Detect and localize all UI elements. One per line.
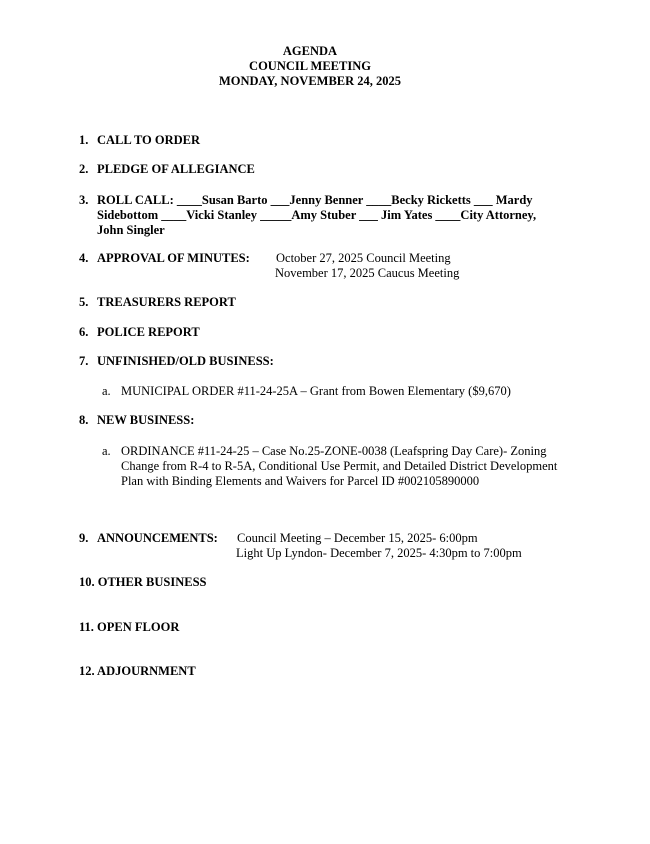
roll-call-line-1: ROLL CALL: ____Susan Barto ___Jenny Benner ____Becky Ricketts ___ Mardy (97, 193, 533, 207)
agenda-item-roll-call (79, 193, 579, 238)
item-label: CALL TO ORDER (97, 133, 201, 147)
item-label: PLEDGE OF ALLEGIANCE (97, 162, 255, 176)
subitem-text: MUNICIPAL ORDER #11-24-25A – Grant from Bowen Elementary ($9,670) (121, 384, 511, 398)
subitem-letter: a. (102, 384, 111, 398)
item-number: 5. (79, 295, 89, 309)
item-label: TREASURERS REPORT (97, 295, 236, 309)
minutes-entry: October 27, 2025 Council Meeting (276, 251, 451, 265)
announcement-entry: Light Up Lyndon- December 7, 2025- 4:30pm to 7:00pm (236, 546, 522, 560)
header-title: AGENDA (282, 44, 338, 58)
roll-call-line-2: Sidebottom ____Vicki Stanley _____Amy Stuber ___ Jim Yates ____City Attorney, (97, 208, 537, 222)
item-number: 2. (79, 162, 89, 176)
subitem-letter: a. (102, 444, 111, 458)
agenda-item-open-floor: 11. OPEN FLOOR (79, 620, 180, 634)
announcement-entry: Council Meeting – December 15, 2025- 6:00pm (237, 531, 478, 545)
agenda-item-adjournment: 12. ADJOURNMENT (79, 664, 196, 678)
item-label: NEW BUSINESS: (97, 413, 195, 427)
item-number: 8. (79, 413, 89, 427)
subitem-line: Plan with Binding Elements and Waivers for Parcel ID #002105890000 (121, 474, 480, 488)
subitem-line: ORDINANCE #11-24-25 – Case No.25-ZONE-0038 (Leafspring Day Care)- Zoning (121, 444, 547, 458)
new-business-subitem (121, 444, 557, 489)
agenda-item-call-to-order (79, 133, 200, 148)
unfinished-business-subitem (102, 384, 511, 399)
item-number: 7. (79, 354, 89, 368)
item-label: UNFINISHED/OLD BUSINESS: (97, 354, 274, 368)
agenda-item-pledge (79, 162, 255, 177)
item-label: POLICE REPORT (97, 325, 200, 339)
minutes-entry: November 17, 2025 Caucus Meeting (275, 266, 460, 280)
agenda-item-approval-of-minutes (79, 251, 250, 266)
roll-call-line-3: John Singler (97, 223, 165, 237)
subitem-line: Change from R-4 to R-5A, Conditional Use Permit, and Detailed District Development (121, 459, 558, 473)
item-number: 9. (79, 531, 89, 545)
agenda-item-unfinished-business (79, 354, 274, 369)
item-label: APPROVAL OF MINUTES: (97, 251, 250, 265)
agenda-item-new-business (79, 413, 194, 428)
item-number: 1. (79, 133, 89, 147)
item-label: ANNOUNCEMENTS: (97, 531, 218, 545)
header-subtitle: COUNCIL MEETING (249, 59, 371, 73)
agenda-item-treasurers-report (79, 295, 236, 310)
agenda-item-other-business: 10. OTHER BUSINESS (79, 575, 207, 589)
agenda-item-police-report (79, 325, 200, 340)
agenda-header (0, 44, 620, 89)
item-number: 4. (79, 251, 89, 265)
item-number: 6. (79, 325, 89, 339)
agenda-item-announcements (79, 531, 218, 546)
header-date: MONDAY, NOVEMBER 24, 2025 (218, 74, 402, 88)
item-number: 3. (79, 193, 89, 207)
